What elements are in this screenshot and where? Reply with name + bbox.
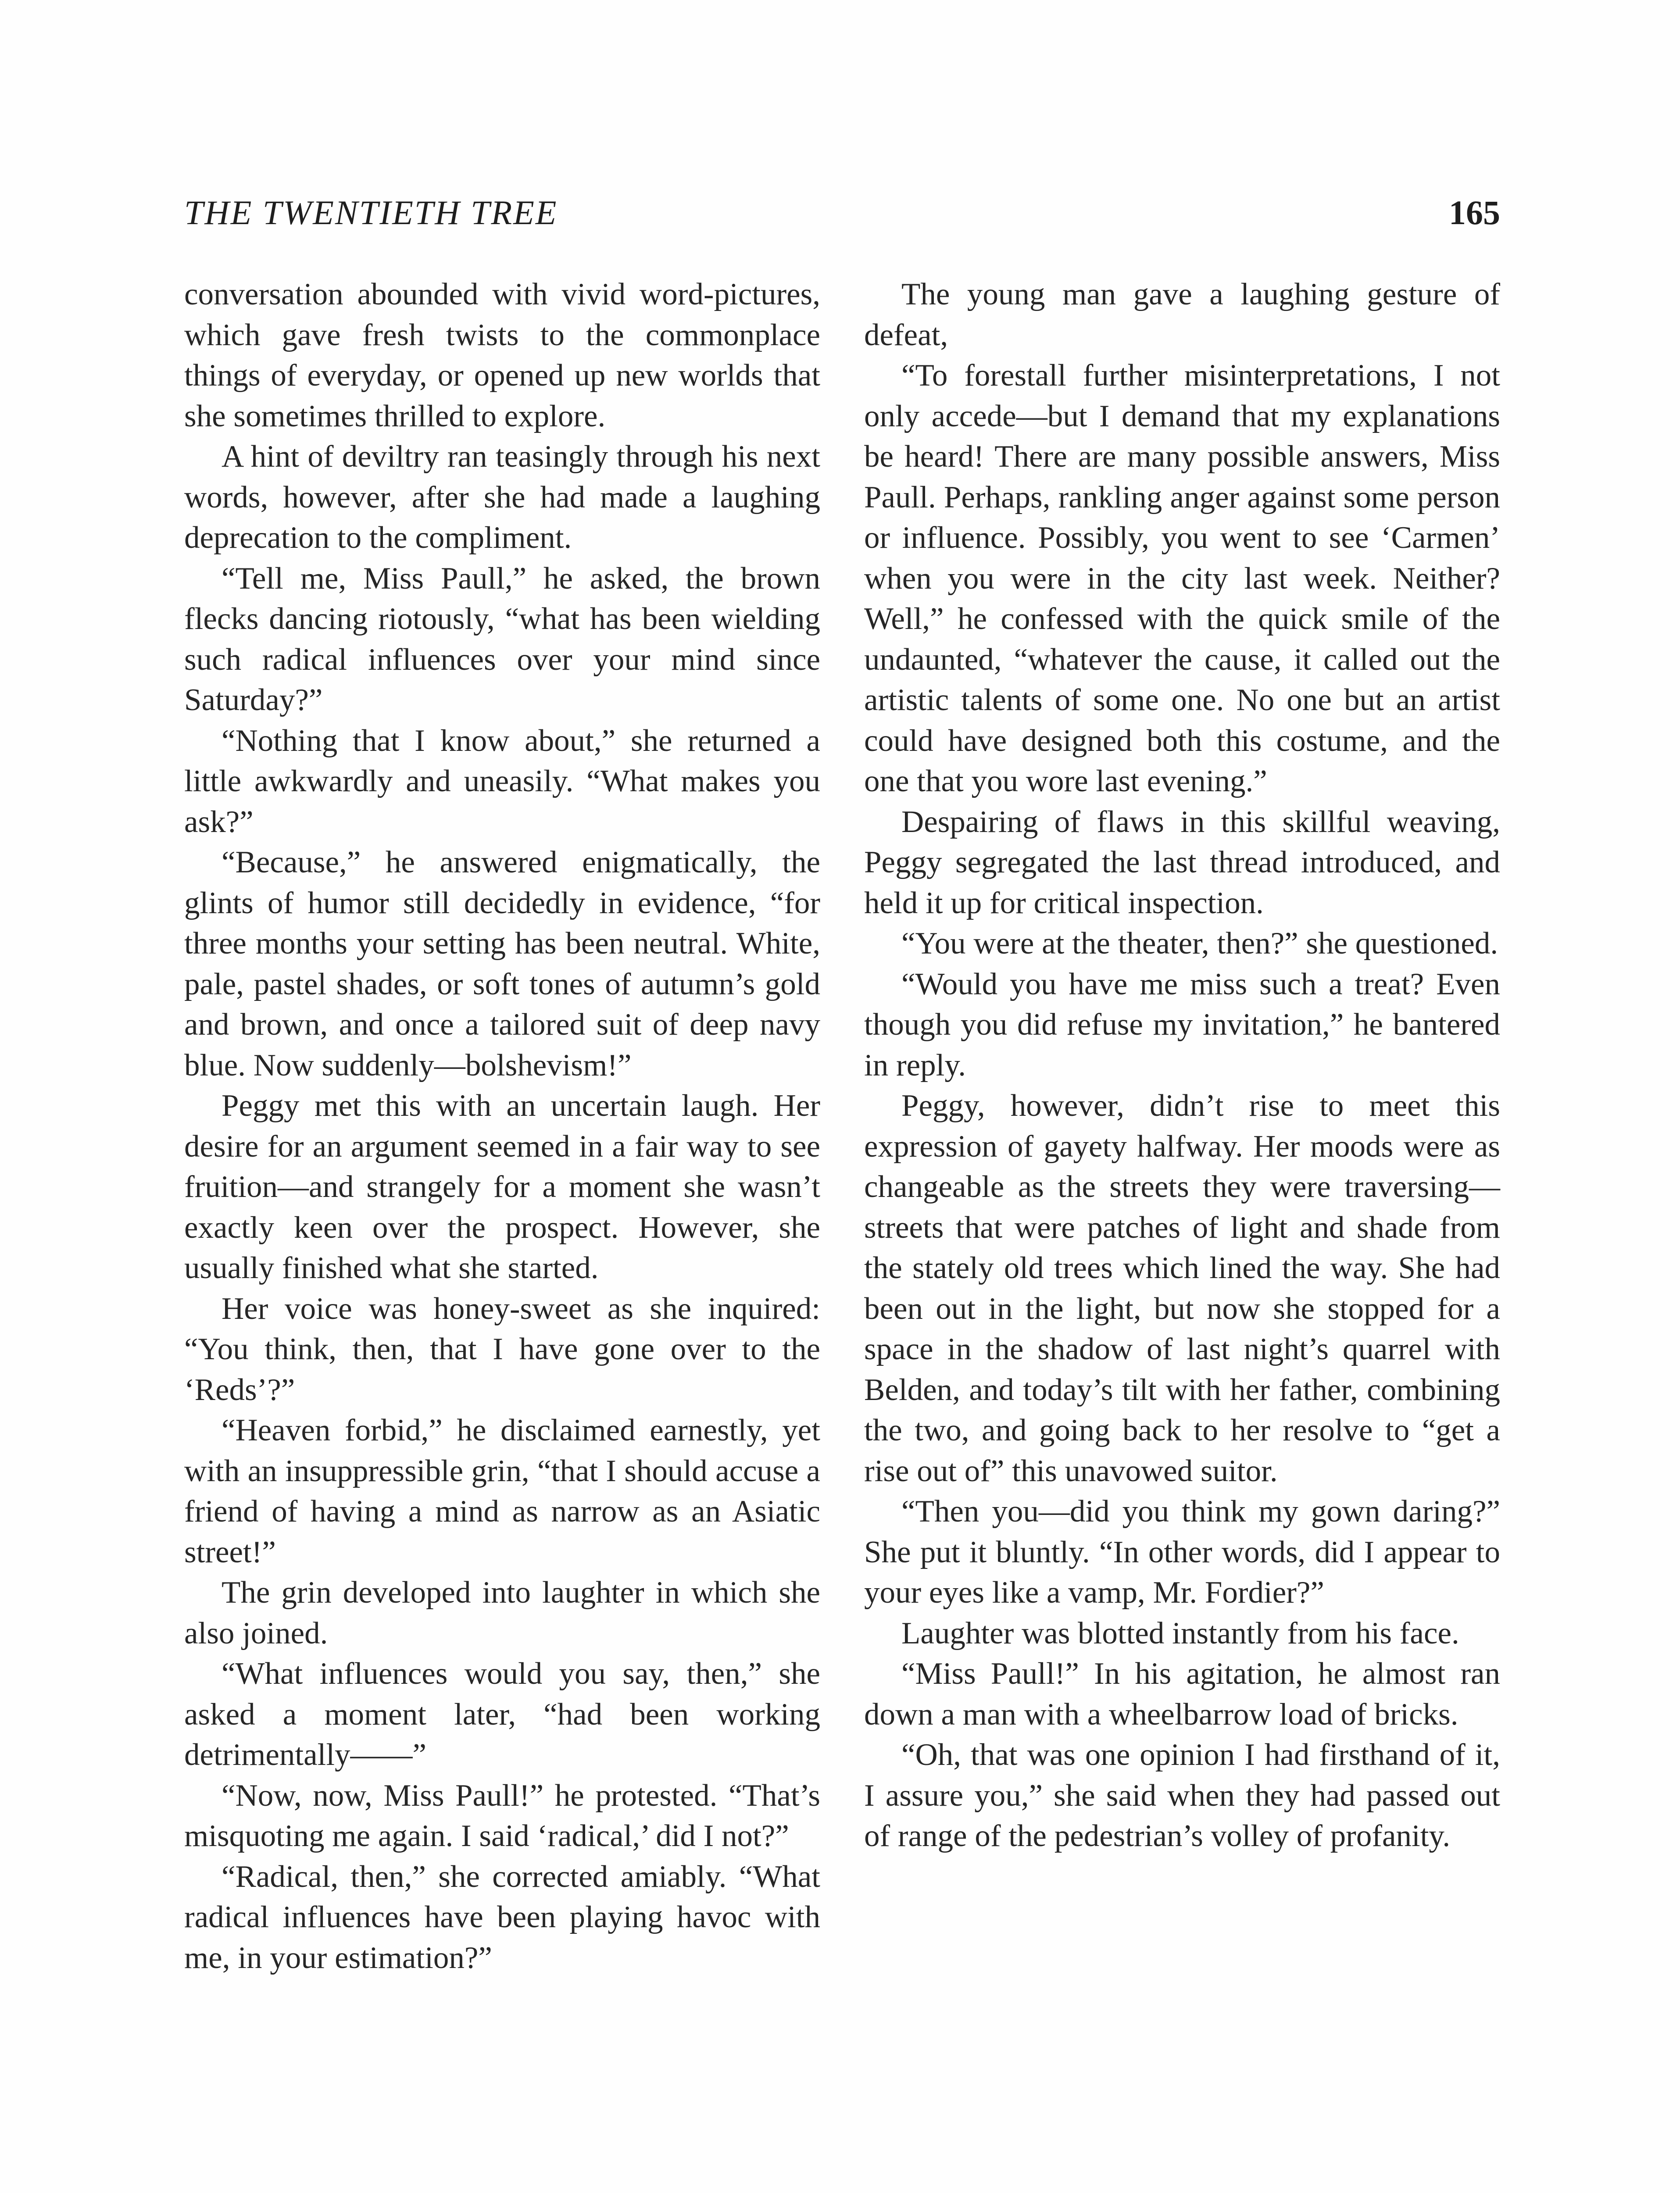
- right-column: [864, 274, 1500, 1857]
- paragraph: Peggy, however, didn’t rise to meet this expression of gayety halfway. Her moods were as changeable as the streets they were traversing—streets that were patches of light and shade from the stately old trees which lined the way. She had been out in the light, but now she stopped for a space in the shadow of last night’s quarrel with Belden, and today’s tilt with her father, combining the two, and going back to her resolve to “get a rise out of” this unavowed suitor.: [864, 1089, 1500, 1488]
- paragraph: Peggy met this with an uncertain laugh. Her desire for an argument seemed in a fair way to see fruition—and strangely for a moment she wasn’t exactly keen over the prospect. However, she usually finished what she started.: [184, 1089, 820, 1285]
- paragraph: Despairing of flaws in this skillful weaving, Peggy segregated the last thread introduced, and held it up for critical inspection.: [864, 804, 1500, 920]
- page-header: [184, 193, 1500, 241]
- paragraph: “Nothing that I know about,” she returned a little awkwardly and uneasily. “What makes you ask?”: [184, 723, 820, 839]
- paragraph: “Then you—did you think my gown daring?” She put it bluntly. “In other words, did I appear to your eyes like a vamp, Mr. Fordier?”: [864, 1494, 1500, 1610]
- paragraph: A hint of deviltry ran teasingly through his next words, however, after she had made a laughing deprecation to the compliment.: [184, 439, 820, 555]
- paragraph: “Heaven forbid,” he disclaimed earnestly, yet with an insuppressible grin, “that I should accuse a friend of having a mind as narrow as an Asiatic street!”: [184, 1413, 820, 1569]
- paragraph: conversation abounded with vivid word-pictures, which gave fresh twists to the commonplace things of everyday, or opened up new worlds that she sometimes thrilled to explore.: [184, 277, 820, 433]
- paragraph: “Tell me, Miss Paull,” he asked, the brown flecks dancing riotously, “what has been wielding such radical influences over your mind since Saturday?”: [184, 561, 820, 717]
- paragraph: “What influences would you say, then,” she asked a moment later, “had been working detrimentally——”: [184, 1657, 820, 1772]
- paragraph: “Now, now, Miss Paull!” he protested. “That’s misquoting me again. I said ‘radical,’ did I not?”: [184, 1778, 820, 1853]
- paragraph: “To forestall further misinterpretations, I not only accede—but I demand that my explanations be heard! There are many possible answers, Miss Paull. Perhaps, rankling anger against some person or influence. Possibly, you went to see ‘Carmen’ when you were in the city last week. Neither? Well,” he confessed with the quick smile of the undaunted, “whatever the cause, it called out the artistic talents of some one. No one but an artist could have designed both this costume, and the one that you wore last evening.”: [864, 358, 1500, 798]
- paragraph: “Radical, then,” she corrected amiably. “What radical influences have been playing havoc with me, in your estimation?”: [184, 1859, 820, 1975]
- paragraph: The young man gave a laughing gesture of defeat,: [864, 277, 1500, 352]
- left-column: [184, 274, 820, 1978]
- paragraph: “Oh, that was one opinion I had firsthand of it, I assure you,” she said when they had passed out of range of the pedestrian’s volley of profanity.: [864, 1738, 1500, 1853]
- page-number: 165: [1449, 193, 1500, 232]
- paragraph: Her voice was honey-sweet as she inquired: “You think, then, that I have gone over to the ‘Reds’?”: [184, 1291, 820, 1407]
- paragraph: “You were at the theater, then?” she questioned.: [901, 926, 1498, 961]
- paragraph: “Miss Paull!” In his agitation, he almost ran down a man with a wheelbarrow load of bricks.: [864, 1657, 1500, 1732]
- running-title: THE TWENTIETH TREE: [184, 193, 558, 232]
- paragraph: “Would you have me miss such a treat? Even though you did refuse my invitation,” he bantered in reply.: [864, 967, 1500, 1082]
- paragraph: The grin developed into laughter in which she also joined.: [184, 1575, 820, 1650]
- paragraph: Laughter was blotted instantly from his face.: [901, 1616, 1459, 1650]
- paragraph: “Because,” he answered enigmatically, the glints of humor still decidedly in evidence, “for three months your setting has been neutral. White, pale, pastel shades, or soft tones of autumn’s gold and brown, and once a tailored suit of deep navy blue. Now suddenly—bolshevism!”: [184, 845, 820, 1082]
